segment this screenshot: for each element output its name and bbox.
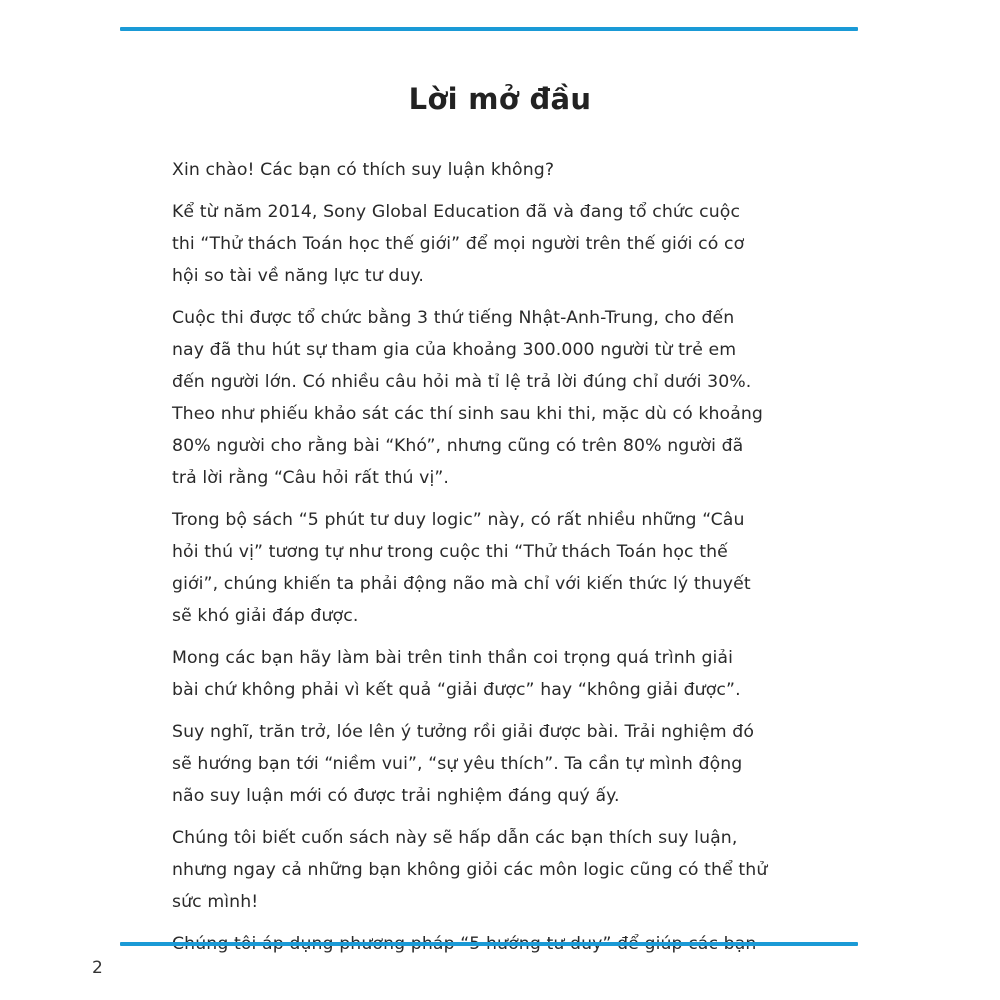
text-line: Chúng tôi biết cuốn sách này sẽ hấp dẫn các bạn thích suy luận, <box>172 828 738 848</box>
text-line: giới”, chúng khiến ta phải động não mà chỉ với kiến thức lý thuyết <box>172 574 751 594</box>
text-line: trả lời rằng “Câu hỏi rất thú vị”. <box>172 468 450 488</box>
top-divider <box>120 27 858 31</box>
text-line: Cuộc thi được tổ chức bằng 3 thứ tiếng Nhật-Anh-Trung, cho đến <box>172 308 735 328</box>
body-text <box>172 154 822 970</box>
text-line: Mong các bạn hãy làm bài trên tinh thần coi trọng quá trình giải <box>172 648 734 668</box>
paragraph <box>172 302 822 494</box>
text-line: sẽ hướng bạn tới “niềm vui”, “sự yêu thích”. Ta cần tự mình động <box>172 754 743 774</box>
text-line: hỏi thú vị” tương tự như trong cuộc thi “Thử thách Toán học thế <box>172 542 728 562</box>
text-line: hội so tài về năng lực tư duy. <box>172 266 425 286</box>
page-title: Lời mở đầu <box>408 82 592 116</box>
text-line: não suy luận mới có được trải nghiệm đáng quý ấy. <box>172 786 620 806</box>
text-line: nay đã thu hút sự tham gia của khoảng 300.000 người từ trẻ em <box>172 340 737 360</box>
paragraph <box>172 642 822 706</box>
text-line: đến người lớn. Có nhiều câu hỏi mà tỉ lệ trả lời đúng chỉ dưới 30%. <box>172 372 752 392</box>
text-line: Kể từ năm 2014, Sony Global Education đã và đang tổ chức cuộc <box>172 202 741 222</box>
text-line: Theo như phiếu khảo sát các thí sinh sau khi thi, mặc dù có khoảng <box>172 404 764 424</box>
page-number: 2 <box>92 958 103 978</box>
paragraph <box>172 504 822 632</box>
paragraph <box>172 716 822 812</box>
text-line: 80% người cho rằng bài “Khó”, nhưng cũng có trên 80% người đã <box>172 436 744 456</box>
text-line: nhưng ngay cả những bạn không giỏi các môn logic cũng có thể thử <box>172 860 768 880</box>
paragraph <box>172 196 822 292</box>
text-line: sẽ khó giải đáp được. <box>172 606 359 626</box>
text-line: sức mình! <box>172 892 259 912</box>
text-line: Xin chào! Các bạn có thích suy luận không? <box>172 160 555 180</box>
paragraph <box>172 154 822 186</box>
text-line: Suy nghĩ, trăn trở, lóe lên ý tưởng rồi giải được bài. Trải nghiệm đó <box>172 722 755 742</box>
paragraph <box>172 822 822 918</box>
bottom-divider <box>120 942 858 946</box>
text-line: Trong bộ sách “5 phút tư duy logic” này, có rất nhiều những “Câu <box>172 510 745 530</box>
text-line: bài chứ không phải vì kết quả “giải được” hay “không giải được”. <box>172 680 741 700</box>
text-line: thi “Thử thách Toán học thế giới” để mọi người trên thế giới có cơ <box>172 234 745 254</box>
